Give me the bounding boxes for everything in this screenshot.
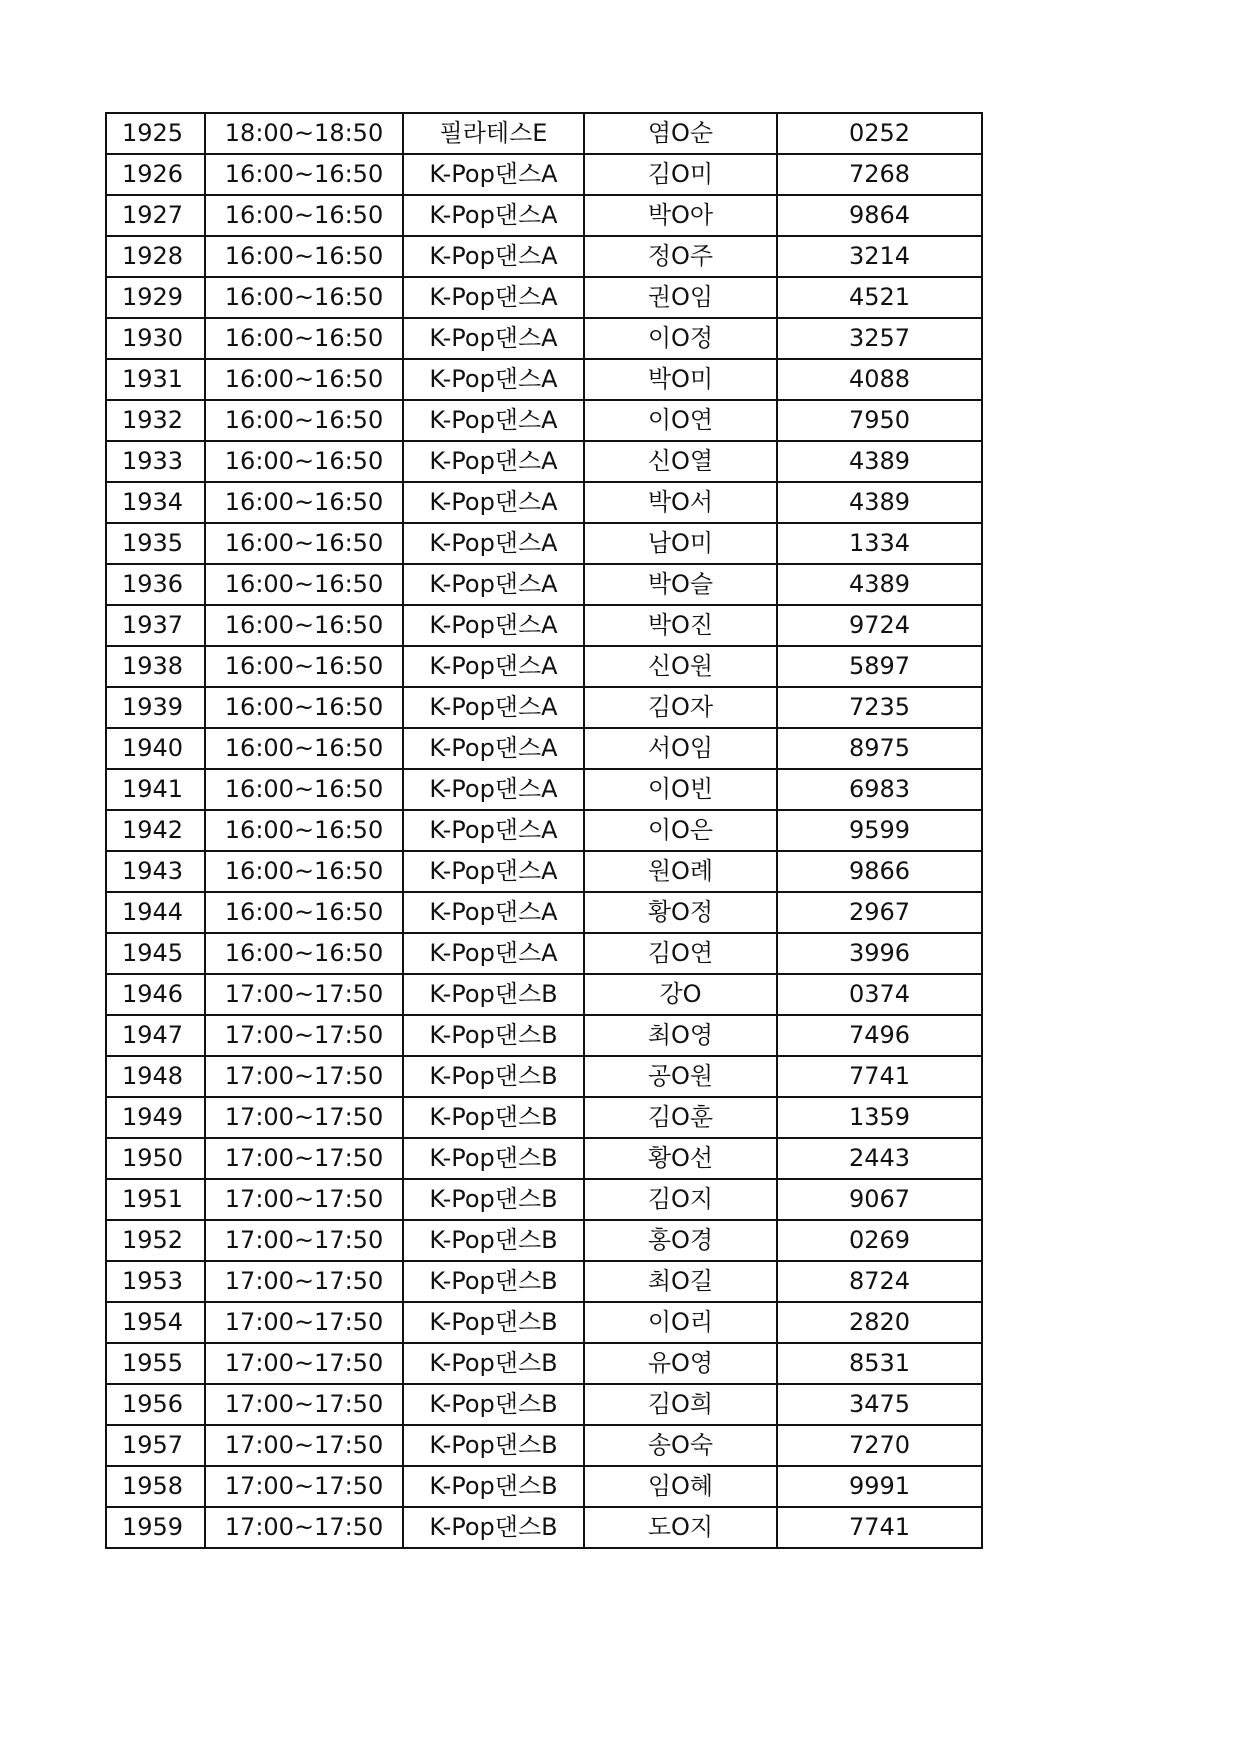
phone-last-digits-cell: 6983 — [777, 769, 982, 810]
class-time-cell: 17:00~17:50 — [205, 1302, 403, 1343]
entry-number-cell: 1958 — [106, 1466, 205, 1507]
table-row — [106, 1179, 982, 1220]
entry-number-cell: 1950 — [106, 1138, 205, 1179]
participant-name-cell: 공O원 — [584, 1056, 777, 1097]
class-name-cell: K-Pop댄스A — [403, 400, 584, 441]
participant-name-cell: 원O례 — [584, 851, 777, 892]
table-row — [106, 359, 982, 400]
participant-name-cell: 유O영 — [584, 1343, 777, 1384]
entry-number-cell: 1942 — [106, 810, 205, 851]
participant-name-cell: 정O주 — [584, 236, 777, 277]
class-time-cell: 17:00~17:50 — [205, 1179, 403, 1220]
table-row — [106, 1425, 982, 1466]
entry-number-cell: 1932 — [106, 400, 205, 441]
class-name-cell: K-Pop댄스A — [403, 605, 584, 646]
class-time-cell: 16:00~16:50 — [205, 441, 403, 482]
entry-number-cell: 1945 — [106, 933, 205, 974]
phone-last-digits-cell: 2967 — [777, 892, 982, 933]
class-name-cell: K-Pop댄스A — [403, 318, 584, 359]
class-name-cell: K-Pop댄스A — [403, 236, 584, 277]
phone-last-digits-cell: 9599 — [777, 810, 982, 851]
phone-last-digits-cell: 9866 — [777, 851, 982, 892]
participant-name-cell: 최O영 — [584, 1015, 777, 1056]
class-name-cell: K-Pop댄스A — [403, 851, 584, 892]
entry-number-cell: 1951 — [106, 1179, 205, 1220]
table-row — [106, 974, 982, 1015]
table-row — [106, 236, 982, 277]
entry-number-cell: 1956 — [106, 1384, 205, 1425]
entry-number-cell: 1939 — [106, 687, 205, 728]
class-name-cell: K-Pop댄스B — [403, 974, 584, 1015]
entry-number-cell: 1941 — [106, 769, 205, 810]
phone-last-digits-cell: 9991 — [777, 1466, 982, 1507]
class-time-cell: 16:00~16:50 — [205, 400, 403, 441]
participant-name-cell: 이O정 — [584, 318, 777, 359]
table-row — [106, 1261, 982, 1302]
class-name-cell: K-Pop댄스A — [403, 154, 584, 195]
phone-last-digits-cell: 8975 — [777, 728, 982, 769]
class-time-cell: 16:00~16:50 — [205, 646, 403, 687]
class-name-cell: K-Pop댄스A — [403, 728, 584, 769]
class-time-cell: 17:00~17:50 — [205, 974, 403, 1015]
phone-last-digits-cell: 7268 — [777, 154, 982, 195]
entry-number-cell: 1938 — [106, 646, 205, 687]
entry-number-cell: 1943 — [106, 851, 205, 892]
class-name-cell: K-Pop댄스A — [403, 933, 584, 974]
participant-name-cell: 이O리 — [584, 1302, 777, 1343]
class-time-cell: 16:00~16:50 — [205, 769, 403, 810]
class-name-cell: K-Pop댄스B — [403, 1384, 584, 1425]
class-name-cell: K-Pop댄스B — [403, 1097, 584, 1138]
participant-name-cell: 이O연 — [584, 400, 777, 441]
class-time-cell: 17:00~17:50 — [205, 1138, 403, 1179]
entry-number-cell: 1925 — [106, 113, 205, 154]
table-row — [106, 851, 982, 892]
table-row — [106, 1056, 982, 1097]
participant-name-cell: 박O진 — [584, 605, 777, 646]
class-time-cell: 16:00~16:50 — [205, 605, 403, 646]
class-name-cell: K-Pop댄스B — [403, 1425, 584, 1466]
table-row — [106, 1343, 982, 1384]
phone-last-digits-cell: 8724 — [777, 1261, 982, 1302]
phone-last-digits-cell: 0252 — [777, 113, 982, 154]
participant-name-cell: 김O훈 — [584, 1097, 777, 1138]
table-row — [106, 892, 982, 933]
table-row — [106, 687, 982, 728]
table-row — [106, 728, 982, 769]
table-row — [106, 810, 982, 851]
phone-last-digits-cell: 9864 — [777, 195, 982, 236]
class-time-cell: 16:00~16:50 — [205, 277, 403, 318]
entry-number-cell: 1947 — [106, 1015, 205, 1056]
class-name-cell: K-Pop댄스A — [403, 769, 584, 810]
participant-name-cell: 박O아 — [584, 195, 777, 236]
participant-name-cell: 남O미 — [584, 523, 777, 564]
class-time-cell: 17:00~17:50 — [205, 1343, 403, 1384]
table-row — [106, 1015, 982, 1056]
table-row — [106, 1384, 982, 1425]
entry-number-cell: 1928 — [106, 236, 205, 277]
participant-name-cell: 서O임 — [584, 728, 777, 769]
class-name-cell: K-Pop댄스B — [403, 1261, 584, 1302]
class-time-cell: 16:00~16:50 — [205, 523, 403, 564]
phone-last-digits-cell: 4389 — [777, 482, 982, 523]
participant-name-cell: 박O서 — [584, 482, 777, 523]
class-time-cell: 16:00~16:50 — [205, 933, 403, 974]
class-time-cell: 16:00~16:50 — [205, 318, 403, 359]
class-time-cell: 16:00~16:50 — [205, 687, 403, 728]
table-row — [106, 318, 982, 359]
class-name-cell: K-Pop댄스B — [403, 1138, 584, 1179]
phone-last-digits-cell: 7235 — [777, 687, 982, 728]
participant-name-cell: 신O열 — [584, 441, 777, 482]
participant-name-cell: 박O미 — [584, 359, 777, 400]
participant-name-cell: 김O지 — [584, 1179, 777, 1220]
class-name-cell: K-Pop댄스B — [403, 1343, 584, 1384]
participant-name-cell: 임O혜 — [584, 1466, 777, 1507]
registration-table — [105, 112, 983, 1549]
phone-last-digits-cell: 7741 — [777, 1056, 982, 1097]
entry-number-cell: 1931 — [106, 359, 205, 400]
table-row — [106, 482, 982, 523]
class-name-cell: K-Pop댄스B — [403, 1220, 584, 1261]
entry-number-cell: 1953 — [106, 1261, 205, 1302]
entry-number-cell: 1955 — [106, 1343, 205, 1384]
entry-number-cell: 1930 — [106, 318, 205, 359]
class-name-cell: K-Pop댄스A — [403, 523, 584, 564]
class-name-cell: K-Pop댄스B — [403, 1056, 584, 1097]
table-row — [106, 113, 982, 154]
entry-number-cell: 1954 — [106, 1302, 205, 1343]
participant-name-cell: 이O은 — [584, 810, 777, 851]
class-time-cell: 16:00~16:50 — [205, 195, 403, 236]
class-time-cell: 16:00~16:50 — [205, 359, 403, 400]
class-name-cell: K-Pop댄스A — [403, 482, 584, 523]
class-time-cell: 17:00~17:50 — [205, 1261, 403, 1302]
participant-name-cell: 강O — [584, 974, 777, 1015]
class-time-cell: 17:00~17:50 — [205, 1466, 403, 1507]
phone-last-digits-cell: 3475 — [777, 1384, 982, 1425]
entry-number-cell: 1937 — [106, 605, 205, 646]
entry-number-cell: 1926 — [106, 154, 205, 195]
class-name-cell: K-Pop댄스A — [403, 564, 584, 605]
entry-number-cell: 1944 — [106, 892, 205, 933]
class-time-cell: 17:00~17:50 — [205, 1384, 403, 1425]
table-row — [106, 933, 982, 974]
table-row — [106, 1507, 982, 1548]
table-row — [106, 605, 982, 646]
phone-last-digits-cell: 2820 — [777, 1302, 982, 1343]
participant-name-cell: 송O숙 — [584, 1425, 777, 1466]
phone-last-digits-cell: 4088 — [777, 359, 982, 400]
entry-number-cell: 1948 — [106, 1056, 205, 1097]
table-row — [106, 154, 982, 195]
phone-last-digits-cell: 2443 — [777, 1138, 982, 1179]
class-name-cell: K-Pop댄스A — [403, 687, 584, 728]
class-time-cell: 16:00~16:50 — [205, 482, 403, 523]
class-time-cell: 16:00~16:50 — [205, 236, 403, 277]
participant-name-cell: 이O빈 — [584, 769, 777, 810]
class-time-cell: 17:00~17:50 — [205, 1220, 403, 1261]
class-name-cell: K-Pop댄스A — [403, 810, 584, 851]
participant-name-cell: 신O원 — [584, 646, 777, 687]
phone-last-digits-cell: 7270 — [777, 1425, 982, 1466]
entry-number-cell: 1935 — [106, 523, 205, 564]
table-row — [106, 1302, 982, 1343]
table-row — [106, 1466, 982, 1507]
participant-name-cell: 김O희 — [584, 1384, 777, 1425]
entry-number-cell: 1929 — [106, 277, 205, 318]
class-name-cell: K-Pop댄스A — [403, 892, 584, 933]
participant-name-cell: 최O길 — [584, 1261, 777, 1302]
class-name-cell: K-Pop댄스B — [403, 1015, 584, 1056]
participant-name-cell: 황O선 — [584, 1138, 777, 1179]
entry-number-cell: 1927 — [106, 195, 205, 236]
class-name-cell: K-Pop댄스A — [403, 441, 584, 482]
class-time-cell: 16:00~16:50 — [205, 810, 403, 851]
class-time-cell: 18:00~18:50 — [205, 113, 403, 154]
phone-last-digits-cell: 7496 — [777, 1015, 982, 1056]
phone-last-digits-cell: 7950 — [777, 400, 982, 441]
participant-name-cell: 염O순 — [584, 113, 777, 154]
class-time-cell: 16:00~16:50 — [205, 851, 403, 892]
table-row — [106, 769, 982, 810]
phone-last-digits-cell: 0374 — [777, 974, 982, 1015]
entry-number-cell: 1959 — [106, 1507, 205, 1548]
phone-last-digits-cell: 5897 — [777, 646, 982, 687]
entry-number-cell: 1952 — [106, 1220, 205, 1261]
class-time-cell: 16:00~16:50 — [205, 154, 403, 195]
phone-last-digits-cell: 8531 — [777, 1343, 982, 1384]
table-row — [106, 400, 982, 441]
participant-name-cell: 권O임 — [584, 277, 777, 318]
table-row — [106, 646, 982, 687]
phone-last-digits-cell: 4521 — [777, 277, 982, 318]
phone-last-digits-cell: 3996 — [777, 933, 982, 974]
phone-last-digits-cell: 9724 — [777, 605, 982, 646]
registration-table-body — [106, 113, 982, 1548]
entry-number-cell: 1934 — [106, 482, 205, 523]
class-name-cell: K-Pop댄스B — [403, 1466, 584, 1507]
class-name-cell: K-Pop댄스A — [403, 195, 584, 236]
phone-last-digits-cell: 3257 — [777, 318, 982, 359]
entry-number-cell: 1936 — [106, 564, 205, 605]
phone-last-digits-cell: 0269 — [777, 1220, 982, 1261]
phone-last-digits-cell: 9067 — [777, 1179, 982, 1220]
class-time-cell: 16:00~16:50 — [205, 564, 403, 605]
table-row — [106, 277, 982, 318]
phone-last-digits-cell: 1334 — [777, 523, 982, 564]
class-time-cell: 17:00~17:50 — [205, 1425, 403, 1466]
phone-last-digits-cell: 3214 — [777, 236, 982, 277]
class-time-cell: 16:00~16:50 — [205, 728, 403, 769]
phone-last-digits-cell: 4389 — [777, 441, 982, 482]
participant-name-cell: 도O지 — [584, 1507, 777, 1548]
class-time-cell: 17:00~17:50 — [205, 1015, 403, 1056]
table-row — [106, 1138, 982, 1179]
class-time-cell: 17:00~17:50 — [205, 1507, 403, 1548]
entry-number-cell: 1957 — [106, 1425, 205, 1466]
class-name-cell: K-Pop댄스B — [403, 1507, 584, 1548]
class-name-cell: K-Pop댄스A — [403, 359, 584, 400]
entry-number-cell: 1940 — [106, 728, 205, 769]
table-row — [106, 523, 982, 564]
class-name-cell: K-Pop댄스B — [403, 1302, 584, 1343]
class-time-cell: 17:00~17:50 — [205, 1097, 403, 1138]
class-name-cell: K-Pop댄스A — [403, 646, 584, 687]
table-row — [106, 564, 982, 605]
participant-name-cell: 김O연 — [584, 933, 777, 974]
participant-name-cell: 황O정 — [584, 892, 777, 933]
table-row — [106, 195, 982, 236]
entry-number-cell: 1949 — [106, 1097, 205, 1138]
class-name-cell: K-Pop댄스B — [403, 1179, 584, 1220]
participant-name-cell: 홍O경 — [584, 1220, 777, 1261]
class-name-cell: 필라테스E — [403, 113, 584, 154]
participant-name-cell: 김O미 — [584, 154, 777, 195]
entry-number-cell: 1933 — [106, 441, 205, 482]
phone-last-digits-cell: 1359 — [777, 1097, 982, 1138]
class-time-cell: 17:00~17:50 — [205, 1056, 403, 1097]
participant-name-cell: 박O슬 — [584, 564, 777, 605]
table-row — [106, 1220, 982, 1261]
table-row — [106, 1097, 982, 1138]
phone-last-digits-cell: 7741 — [777, 1507, 982, 1548]
class-time-cell: 16:00~16:50 — [205, 892, 403, 933]
class-name-cell: K-Pop댄스A — [403, 277, 584, 318]
entry-number-cell: 1946 — [106, 974, 205, 1015]
participant-name-cell: 김O자 — [584, 687, 777, 728]
table-row — [106, 441, 982, 482]
phone-last-digits-cell: 4389 — [777, 564, 982, 605]
